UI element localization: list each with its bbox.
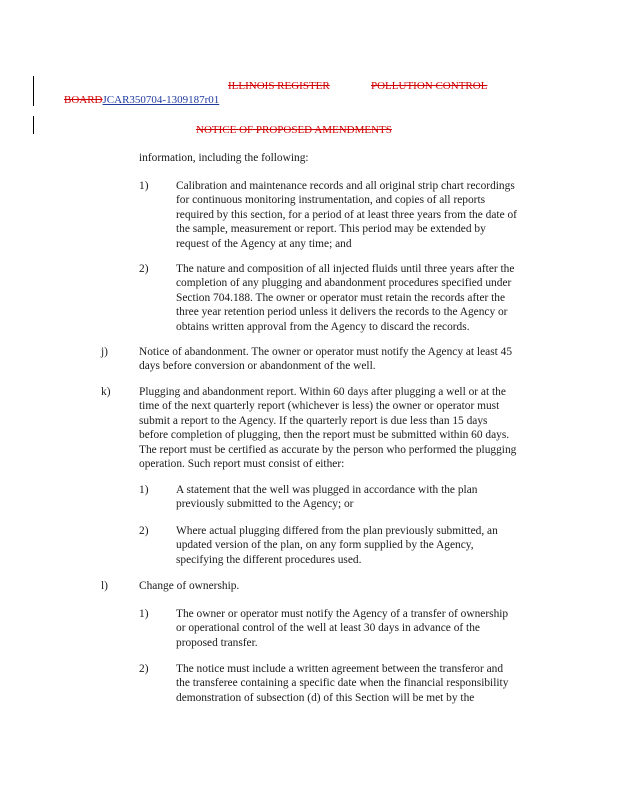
list-item: The nature and composition of all injected fluids until three years after the completion of any plugging and abandonment procedures specified under Section 704.188. The owner or operator must retain the records after the three year retention period unless it delivers the records to the Agency or obtains written approval from the Agency to discard the records. xyxy=(176,263,515,333)
change-bar xyxy=(33,76,34,106)
item-label: k) xyxy=(101,386,111,398)
item-label: 1) xyxy=(139,608,149,620)
register-title: ILLINOIS REGISTER xyxy=(228,80,330,92)
item-label: 2) xyxy=(139,263,149,275)
board-title: POLLUTION CONTROL xyxy=(371,80,488,92)
list-item: Notice of abandonment. The owner or operator must notify the Agency at least 45 days before conversion or abandonment of the well. xyxy=(139,346,513,373)
document-code: JCAR350704-1309187r01 xyxy=(102,94,220,106)
notice-title: NOTICE OF PROPOSED AMENDMENTS xyxy=(196,124,392,136)
item-label: l) xyxy=(101,580,108,592)
item-label: 2) xyxy=(139,663,149,675)
list-item: The notice must include a written agreement between the transferor and the transferee containing a specific date when the financial responsibility demonstration of subsection (d) of this Section will be met by the xyxy=(176,663,509,704)
list-item: Plugging and abandonment report. Within 60 days after plugging a well or at the time of the next quarterly report (whichever is less) the owner or operator must submit a report to the Agency. If the quarterly report is due less than 15 days before completion of plugging, then the report must be submitted within 60 days. The report must be certified as accurate by the person who performed the plugging operation. Such report must consist of either: xyxy=(139,386,517,471)
list-item: A statement that the well was plugged in accordance with the plan previously submitted to the Agency; or xyxy=(176,484,478,511)
item-label: j) xyxy=(101,346,108,358)
list-item: The owner or operator must notify the Agency of a transfer of ownership or operational control of the well at least 30 days in advance of the proposed transfer. xyxy=(176,608,509,649)
item-label: 2) xyxy=(139,525,149,537)
item-label: 1) xyxy=(139,180,149,192)
board-title-continued: BOARD xyxy=(64,94,103,106)
list-item: Calibration and maintenance records and all original strip chart recordings for continuous monitoring instrumentation, and copies of all reports required by this section, for a period of at least three years from the date of the sample, measurement or report. This period may be extended by request of the Agency at any time; and xyxy=(176,180,517,250)
header-line-2 xyxy=(64,94,219,106)
intro-text: information, including the following: xyxy=(139,152,309,164)
item-label: 1) xyxy=(139,484,149,496)
list-item: Where actual plugging differed from the plan previously submitted, an updated version of the plan, on any form supplied by the Agency, specifying the different procedures used. xyxy=(176,525,498,566)
change-bar xyxy=(33,116,34,134)
list-item: Change of ownership. xyxy=(139,580,240,592)
